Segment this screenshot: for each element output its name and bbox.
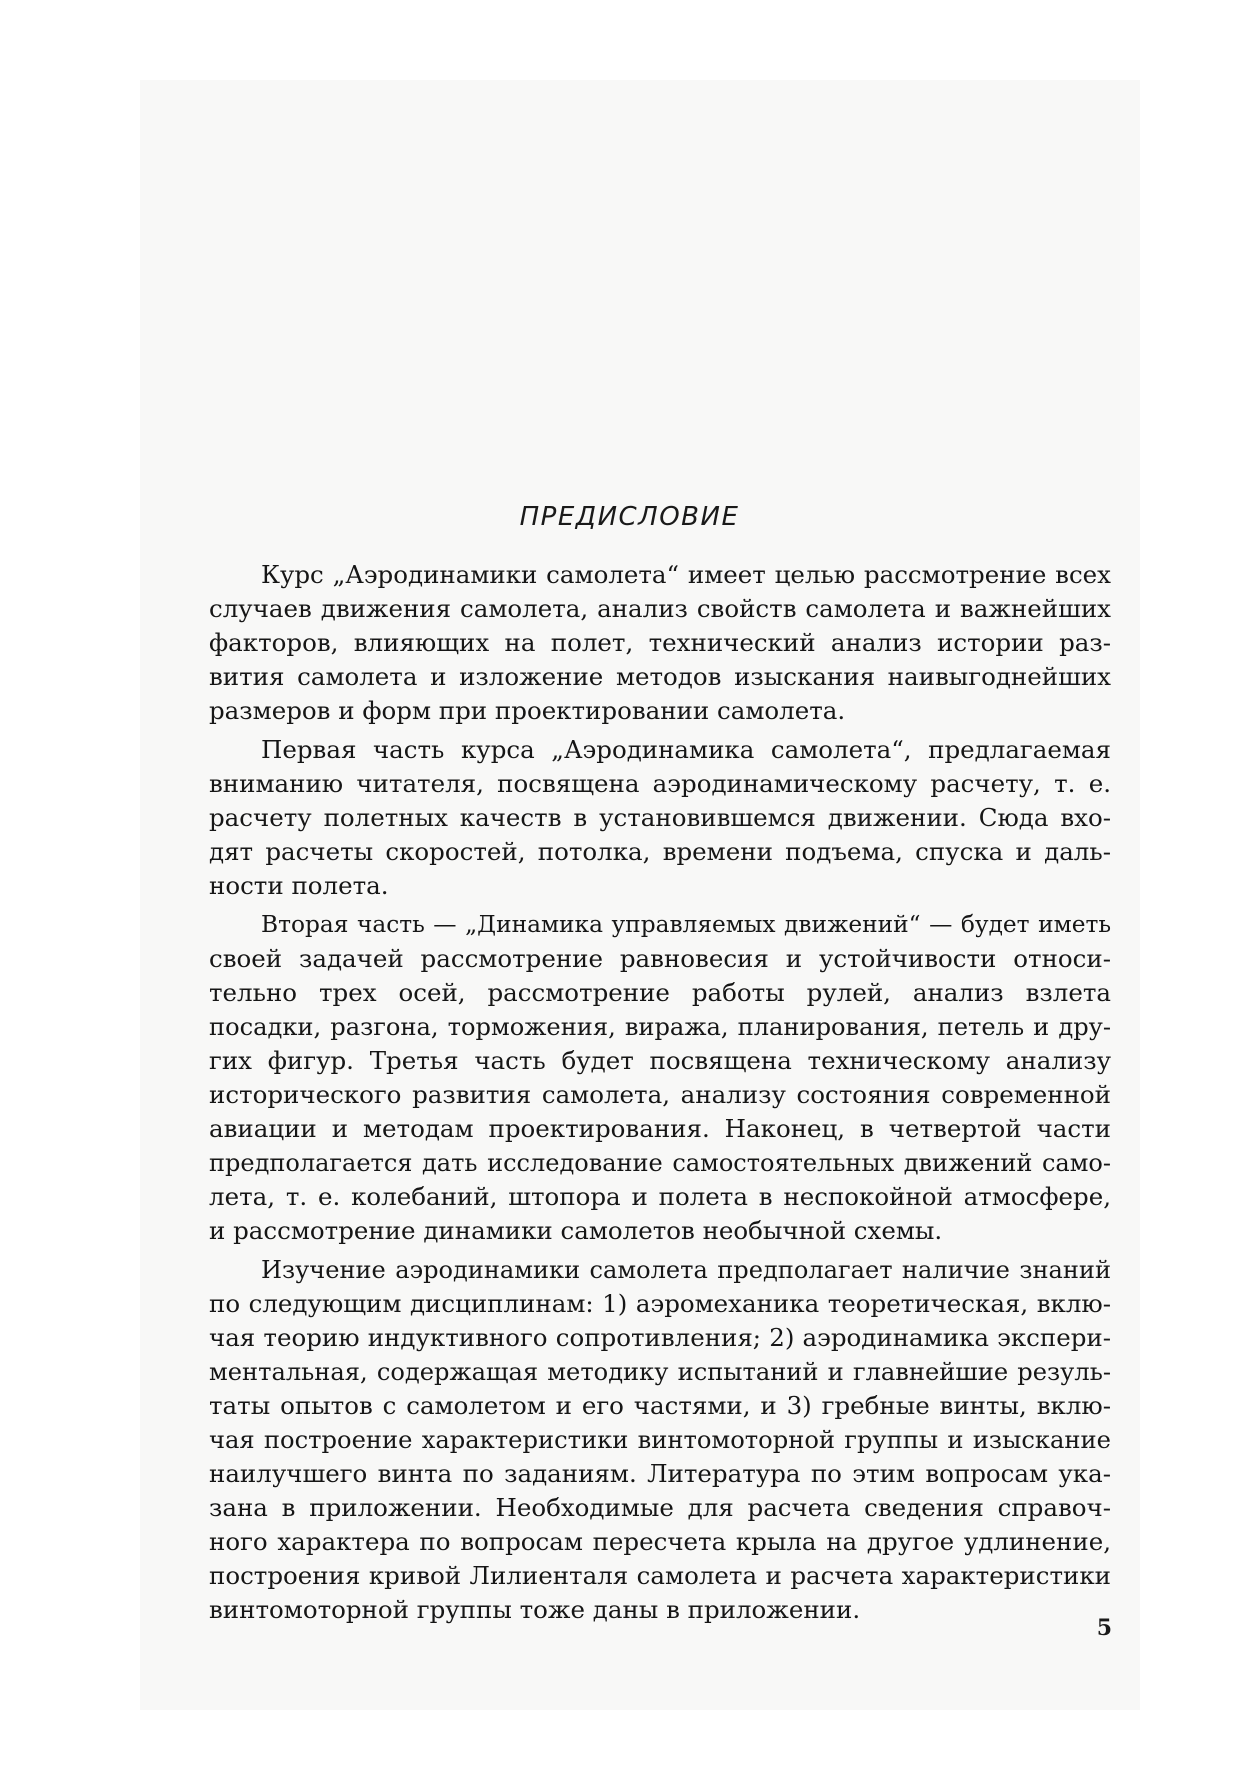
text-line: дят расчеты скоростей, потолка, времени подъема, спуска и даль- <box>209 837 1111 866</box>
page-title: ПРЕДИСЛОВИЕ <box>519 502 740 532</box>
text-line: Курс „Аэродинамики самолета“ имеет целью рассмотрение всех <box>261 560 1111 589</box>
paragraph-3 <box>209 908 1111 1248</box>
text-line: зана в приложении. Необходимые для расчета сведения справоч- <box>209 1493 1111 1522</box>
text-line: по следующим дисциплинам: 1) аэромеханика теоретическая, вклю- <box>209 1289 1111 1318</box>
paragraph-2 <box>209 733 1111 903</box>
text-line: чая теорию индуктивного сопротивления; 2) аэродинамика экспери- <box>209 1323 1111 1352</box>
text-line: предполагается дать исследование самостоятельных движений само- <box>209 1149 1111 1177</box>
paragraph-4 <box>209 1253 1111 1627</box>
text-line: вития самолета и изложение методов изыскания наивыгоднейших <box>209 662 1111 691</box>
text-line: случаев движения самолета, анализ свойств самолета и важнейших <box>209 594 1111 623</box>
paragraph-1 <box>209 558 1111 728</box>
text-line: своей задачей рассмотрение равновесия и устойчивости относи- <box>209 944 1111 973</box>
text-line: ментальная, содержащая методику испытаний и главнейшие резуль- <box>209 1358 1111 1386</box>
text-line: размеров и форм при проектировании самолета. <box>209 696 846 725</box>
text-line: Вторая часть — „Динамика управляемых движений“ — будет иметь <box>261 911 1111 938</box>
text-line: Изучение аэродинамики самолета предполагает наличие знаний <box>261 1256 1111 1284</box>
text-line: лета, т. е. колебаний, штопора и полета в неспокойной атмосфере, <box>209 1182 1111 1211</box>
text-line: Первая часть курса „Аэродинамика самолета“, предлагаемая <box>261 735 1111 764</box>
text-line: наилучшего винта по заданиям. Литература по этим вопросам ука- <box>209 1459 1111 1488</box>
page-number: 5 <box>1096 1615 1112 1641</box>
text-line: гих фигур. Третья часть будет посвящена техническому анализу <box>209 1046 1111 1075</box>
text-line: исторического развития самолета, анализу состояния современной <box>209 1080 1111 1109</box>
body-text <box>209 558 1111 1632</box>
text-line: посадки, разгона, торможения, виража, планирования, петель и дру- <box>209 1013 1111 1041</box>
text-line: ности полета. <box>209 871 389 900</box>
text-line: авиации и методам проектирования. Наконец, в четвертой части <box>209 1114 1111 1143</box>
text-line: чая построение характеристики винтомоторной группы и изыскание <box>209 1426 1111 1454</box>
text-line: и рассмотрение динамики самолетов необычной схемы. <box>209 1216 943 1245</box>
text-line: ного характера по вопросам пересчета крыла на другое удлинение, <box>209 1527 1111 1556</box>
text-line: винтомоторной группы тоже даны в приложении. <box>209 1595 861 1624</box>
text-line: вниманию читателя, посвящена аэродинамическому расчету, т. е. <box>209 769 1111 798</box>
text-line: построения кривой Лилиенталя самолета и расчета характеристики <box>209 1561 1111 1590</box>
text-line: таты опытов с самолетом и его частями, и 3) гребные винты, вклю- <box>209 1391 1111 1420</box>
text-line: тельно трех осей, рассмотрение работы рулей, анализ взлета <box>209 978 1111 1007</box>
text-line: факторов, влияющих на полет, технический анализ истории раз- <box>209 628 1111 657</box>
text-line: расчету полетных качеств в установившемся движении. Сюда вхо- <box>209 803 1111 832</box>
